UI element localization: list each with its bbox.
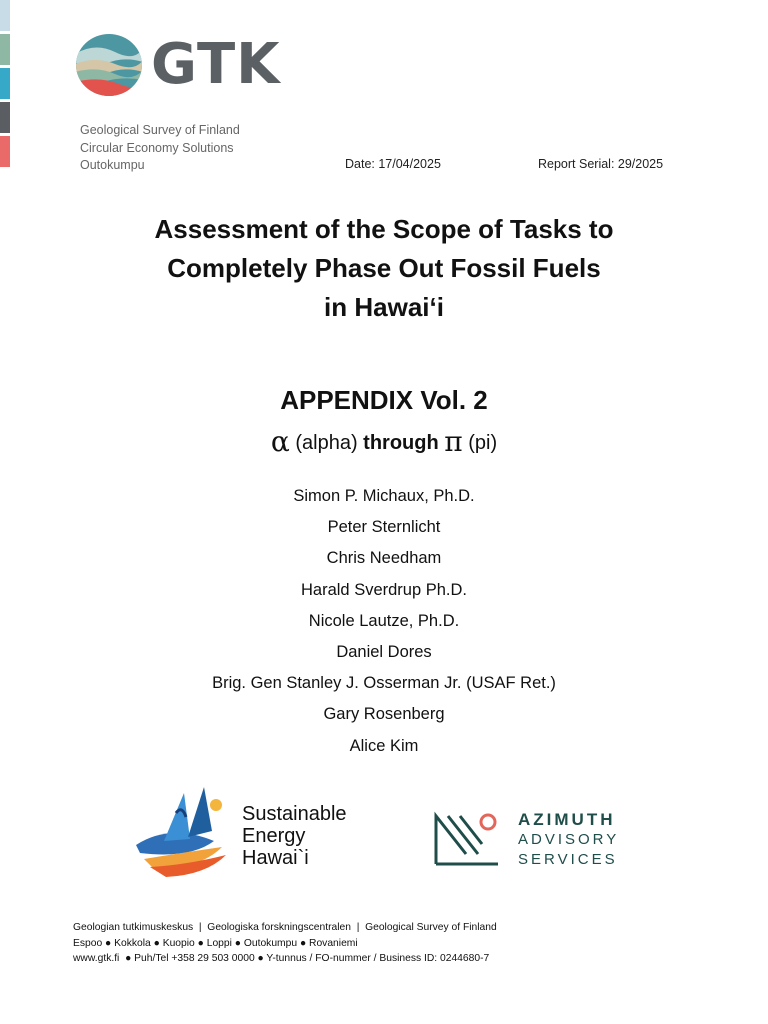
author-list (84, 481, 684, 762)
azimuth-line-3: SERVICES (518, 851, 618, 868)
azimuth-mark-icon (432, 808, 502, 872)
appendix-range (84, 424, 684, 461)
side-bar-2 (0, 34, 10, 65)
gtk-globe-icon (75, 32, 143, 98)
azimuth-wordmark (518, 810, 619, 870)
seh-line-1: Sustainable (242, 803, 347, 825)
side-bar-3 (0, 68, 10, 99)
report-serial: Report Serial: 29/2025 (538, 157, 664, 171)
footer-line-2: Espoo ● Kokkola ● Kuopio ● Loppi ● Outokumpu ● Rovaniemi (73, 937, 358, 949)
gtk-logo-text: GTK (151, 32, 281, 97)
org-line-3: Outokumpu (80, 158, 145, 172)
author-4: Harald Sverdrup Ph.D. (301, 580, 467, 599)
title-line-3: in Hawai‘i (324, 292, 444, 322)
seh-line-2: Energy (242, 825, 306, 847)
sustainable-energy-hawaii-logo (130, 783, 370, 879)
page-footer (73, 920, 497, 967)
through-label: through (363, 432, 439, 454)
alpha-label: (alpha) (295, 432, 358, 454)
organization-block (80, 122, 240, 175)
author-6: Daniel Dores (336, 642, 432, 661)
seh-line-3: Hawai`i (242, 847, 309, 869)
pi-symbol: π (444, 425, 463, 458)
author-5: Nicole Lautze, Ph.D. (308, 611, 460, 630)
author-1: Simon P. Michaux, Ph.D. (293, 487, 475, 505)
seh-emblem-icon (130, 783, 240, 879)
side-color-bars (0, 0, 10, 170)
org-line-2: Circular Economy Solutions (80, 140, 234, 155)
org-line-1: Geological Survey of Finland (80, 123, 240, 137)
side-bar-5 (0, 136, 10, 167)
document-title (84, 210, 684, 327)
side-bar-1 (0, 0, 10, 31)
azimuth-line-2: ADVISORY (518, 831, 620, 848)
title-line-2: Completely Phase Out Fossil Fuels (167, 253, 601, 283)
azimuth-advisory-logo (432, 808, 642, 872)
alpha-symbol: α (270, 425, 290, 458)
author-8: Gary Rosenberg (323, 705, 445, 724)
seh-wordmark (242, 803, 347, 869)
author-9: Alice Kim (349, 736, 419, 755)
footer-line-3: www.gtk.fi ● Puh/Tel +358 29 503 0000 ● Y-tunnus / FO-nummer / Business ID: 0244680-7 (73, 953, 490, 964)
pi-label: (pi) (468, 432, 498, 454)
title-line-1: Assessment of the Scope of Tasks to (154, 214, 614, 244)
author-3: Chris Needham (326, 549, 442, 568)
author-2: Peter Sternlicht (327, 518, 441, 537)
gtk-logo (75, 32, 281, 98)
azimuth-line-1: AZIMUTH (518, 810, 616, 829)
footer-line-1: Geologian tutkimuskeskus | Geologiska forskningscentralen | Geological Survey of Finland (73, 922, 497, 933)
appendix-heading: APPENDIX Vol. 2 (280, 385, 488, 415)
side-bar-4 (0, 102, 10, 133)
author-7: Brig. Gen Stanley J. Osserman Jr. (USAF Ret.) (212, 674, 556, 693)
report-date: Date: 17/04/2025 (345, 157, 441, 171)
